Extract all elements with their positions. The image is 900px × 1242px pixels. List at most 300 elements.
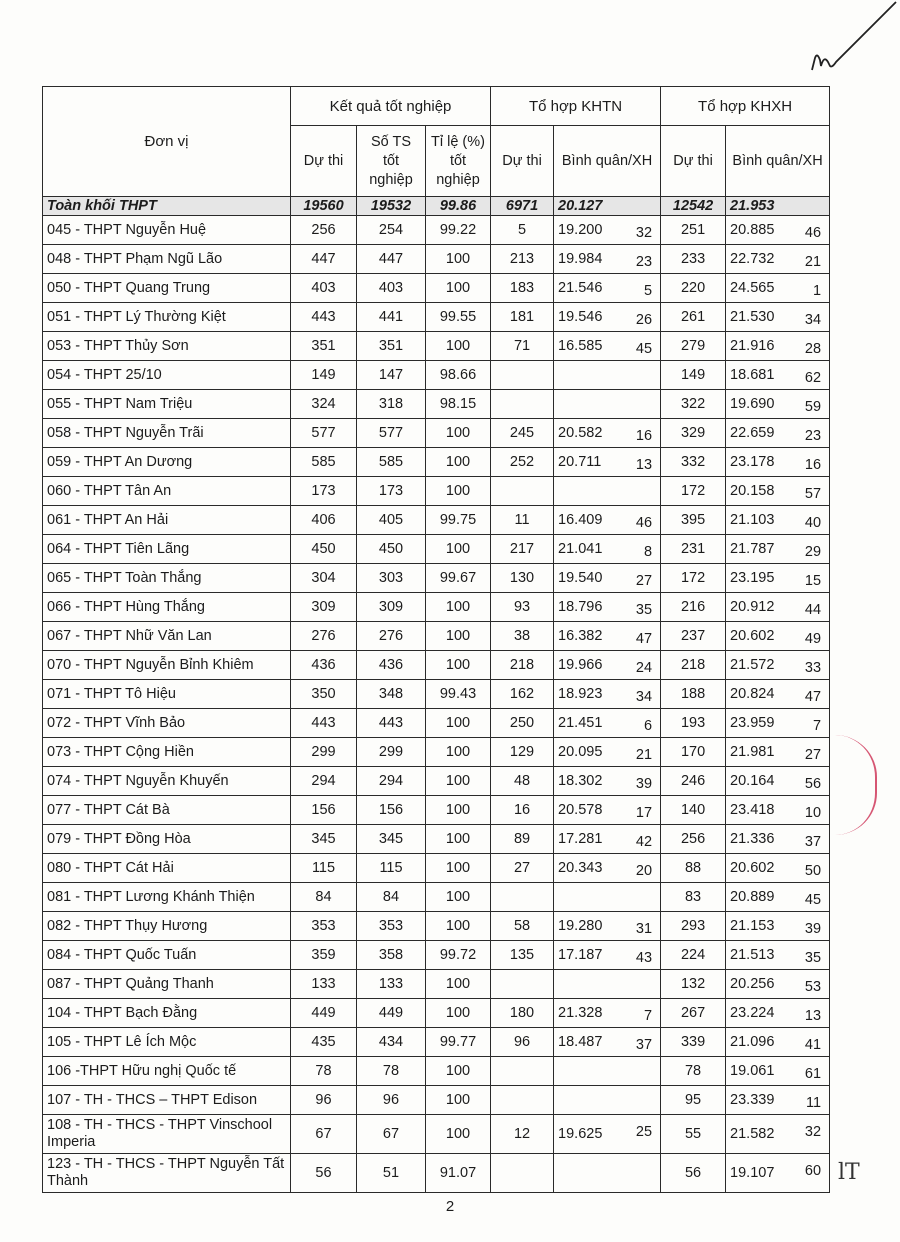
- ti-le: 100: [426, 883, 491, 912]
- total-khxh-du-thi: 12542: [661, 197, 726, 216]
- khtn-avg: 20.578: [558, 802, 603, 818]
- khtn-score: [554, 999, 661, 1028]
- khtn-avg: 18.796: [558, 599, 603, 615]
- table-row: [43, 535, 830, 564]
- khxh-avg: 19.690: [730, 396, 775, 412]
- khtn-rank: 43: [635, 950, 653, 966]
- khtn-avg: 20.711: [558, 454, 602, 470]
- khtn-avg: 16.409: [558, 512, 603, 528]
- school-name: 073 - THPT Cộng Hiền: [43, 738, 291, 767]
- khxh-score: [726, 448, 830, 477]
- khxh-du-thi: 246: [661, 767, 726, 796]
- khxh-du-thi: 256: [661, 825, 726, 854]
- school-name: 123 - TH - THCS - THPT Nguyễn Tất Thành: [43, 1154, 291, 1193]
- du-thi: 435: [291, 1028, 357, 1057]
- khxh-avg: 20.889: [730, 889, 775, 905]
- khtn-du-thi: 250: [491, 709, 554, 738]
- so-ts: 276: [357, 622, 426, 651]
- khtn-rank: 47: [635, 631, 653, 647]
- khtn-du-thi: 217: [491, 535, 554, 564]
- khxh-rank: 1: [812, 283, 822, 299]
- khxh-du-thi: 231: [661, 535, 726, 564]
- khxh-avg: 20.164: [730, 773, 775, 789]
- total-so-ts: 19532: [357, 197, 426, 216]
- khxh-du-thi: 55: [661, 1115, 726, 1154]
- header-khtn-du-thi: Dự thi: [491, 126, 554, 197]
- khtn-avg: 16.585: [558, 338, 603, 354]
- ti-le: 100: [426, 1115, 491, 1154]
- khtn-rank: 6: [643, 718, 653, 734]
- ti-le: 100: [426, 1086, 491, 1115]
- khxh-score: [726, 390, 830, 419]
- ti-le: 100: [426, 622, 491, 651]
- ti-le: 99.77: [426, 1028, 491, 1057]
- du-thi: 406: [291, 506, 357, 535]
- khxh-rank: 23: [804, 428, 822, 444]
- khtn-avg: 20.095: [558, 744, 603, 760]
- table-row: [43, 941, 830, 970]
- khxh-avg: 21.530: [730, 309, 775, 325]
- table-row: [43, 622, 830, 651]
- khtn-avg: 20.582: [558, 425, 603, 441]
- khxh-du-thi: 218: [661, 651, 726, 680]
- du-thi: 350: [291, 680, 357, 709]
- khtn-du-thi: [491, 390, 554, 419]
- du-thi: 96: [291, 1086, 357, 1115]
- khxh-avg: 23.339: [730, 1092, 775, 1108]
- khtn-score: [554, 854, 661, 883]
- so-ts: 403: [357, 274, 426, 303]
- so-ts: 358: [357, 941, 426, 970]
- khtn-score: [554, 941, 661, 970]
- page-number: 2: [445, 1198, 455, 1215]
- khtn-avg: 19.200: [558, 222, 603, 238]
- khxh-rank: 40: [804, 515, 822, 531]
- ti-le: 99.43: [426, 680, 491, 709]
- total-row: [43, 197, 830, 216]
- total-du-thi: 19560: [291, 197, 357, 216]
- table-row: [43, 245, 830, 274]
- khxh-score: [726, 274, 830, 303]
- so-ts: 173: [357, 477, 426, 506]
- khtn-du-thi: 38: [491, 622, 554, 651]
- school-name: 059 - THPT An Dương: [43, 448, 291, 477]
- khxh-rank: 60: [804, 1163, 822, 1179]
- school-name: 080 - THPT Cát Hải: [43, 854, 291, 883]
- school-name: 058 - THPT Nguyễn Trãi: [43, 419, 291, 448]
- table-row: [43, 564, 830, 593]
- school-name: 077 - THPT Cát Bà: [43, 796, 291, 825]
- du-thi: 78: [291, 1057, 357, 1086]
- khxh-du-thi: 88: [661, 854, 726, 883]
- school-name: 066 - THPT Hùng Thắng: [43, 593, 291, 622]
- so-ts: 449: [357, 999, 426, 1028]
- table-row: [43, 1115, 830, 1154]
- khtn-score: [554, 970, 661, 999]
- so-ts: 254: [357, 216, 426, 245]
- khxh-avg: 23.195: [730, 570, 775, 586]
- khtn-du-thi: 162: [491, 680, 554, 709]
- khxh-rank: 56: [804, 776, 822, 792]
- total-khxh-bq: 21.953: [726, 197, 830, 216]
- red-stamp-edge: [835, 735, 877, 835]
- table-row: [43, 361, 830, 390]
- khtn-du-thi: 89: [491, 825, 554, 854]
- ti-le: 100: [426, 332, 491, 361]
- khxh-avg: 21.153: [730, 918, 775, 934]
- ti-le: 99.67: [426, 564, 491, 593]
- khxh-du-thi: 237: [661, 622, 726, 651]
- khxh-avg: 23.418: [730, 802, 775, 818]
- du-thi: 403: [291, 274, 357, 303]
- khtn-du-thi: 48: [491, 767, 554, 796]
- total-khtn-du-thi: 6971: [491, 197, 554, 216]
- du-thi: 443: [291, 303, 357, 332]
- khtn-rank: 20: [635, 863, 653, 879]
- khxh-score: [726, 912, 830, 941]
- khtn-du-thi: [491, 361, 554, 390]
- khxh-du-thi: 149: [661, 361, 726, 390]
- table-row: [43, 1028, 830, 1057]
- khtn-rank: 26: [635, 312, 653, 328]
- khxh-score: [726, 680, 830, 709]
- khtn-du-thi: 11: [491, 506, 554, 535]
- khtn-score: [554, 680, 661, 709]
- so-ts: 84: [357, 883, 426, 912]
- school-name: 054 - THPT 25/10: [43, 361, 291, 390]
- khxh-du-thi: 78: [661, 1057, 726, 1086]
- khxh-score: [726, 651, 830, 680]
- khxh-avg: 21.336: [730, 831, 775, 847]
- so-ts: 441: [357, 303, 426, 332]
- khxh-rank: 28: [804, 341, 822, 357]
- khtn-avg: 19.966: [558, 657, 603, 673]
- khxh-score: [726, 796, 830, 825]
- khxh-du-thi: 251: [661, 216, 726, 245]
- du-thi: 577: [291, 419, 357, 448]
- ti-le: 100: [426, 448, 491, 477]
- khxh-avg: 23.224: [730, 1005, 775, 1021]
- khxh-avg: 21.103: [730, 512, 775, 528]
- school-name: 104 - THPT Bạch Đằng: [43, 999, 291, 1028]
- khtn-score: [554, 709, 661, 738]
- header-graduation-results: Kết quả tốt nghiệp: [291, 87, 491, 126]
- khxh-rank: 21: [804, 254, 822, 270]
- header-khxh-du-thi: Dự thi: [661, 126, 726, 197]
- table-row: [43, 1057, 830, 1086]
- khxh-rank: 15: [804, 573, 822, 589]
- table-row: [43, 680, 830, 709]
- school-name: 072 - THPT Vĩnh Bảo: [43, 709, 291, 738]
- so-ts: 351: [357, 332, 426, 361]
- du-thi: 299: [291, 738, 357, 767]
- du-thi: 324: [291, 390, 357, 419]
- school-name: 087 - THPT Quảng Thanh: [43, 970, 291, 999]
- so-ts: 585: [357, 448, 426, 477]
- du-thi: 115: [291, 854, 357, 883]
- khtn-rank: 34: [635, 689, 653, 705]
- khxh-avg: 21.572: [730, 657, 775, 673]
- khtn-score: [554, 912, 661, 941]
- khtn-avg: 20.343: [558, 860, 603, 876]
- khxh-avg: 20.824: [730, 686, 775, 702]
- ti-le: 99.72: [426, 941, 491, 970]
- so-ts: 115: [357, 854, 426, 883]
- khtn-du-thi: 71: [491, 332, 554, 361]
- khtn-score: [554, 883, 661, 912]
- khxh-score: [726, 216, 830, 245]
- khtn-rank: 16: [635, 428, 653, 444]
- so-ts: 309: [357, 593, 426, 622]
- ti-le: 100: [426, 854, 491, 883]
- khxh-avg: 22.732: [730, 251, 775, 267]
- khxh-du-thi: 332: [661, 448, 726, 477]
- du-thi: 449: [291, 999, 357, 1028]
- khxh-du-thi: 339: [661, 1028, 726, 1057]
- khxh-score: [726, 564, 830, 593]
- so-ts: 436: [357, 651, 426, 680]
- school-name: 053 - THPT Thủy Sơn: [43, 332, 291, 361]
- khtn-score: [554, 593, 661, 622]
- khxh-rank: 32: [804, 1124, 822, 1140]
- so-ts: 345: [357, 825, 426, 854]
- khtn-avg: 21.328: [558, 1005, 603, 1021]
- khxh-avg: 19.107: [730, 1164, 775, 1181]
- khxh-avg: 23.959: [730, 715, 775, 731]
- results-table: [42, 86, 830, 1193]
- khtn-du-thi: 58: [491, 912, 554, 941]
- table-row: [43, 1086, 830, 1115]
- table-row: [43, 651, 830, 680]
- khxh-avg: 21.582: [730, 1125, 775, 1142]
- du-thi: 359: [291, 941, 357, 970]
- ti-le: 100: [426, 970, 491, 999]
- khtn-du-thi: 5: [491, 216, 554, 245]
- khtn-avg: 19.984: [558, 251, 603, 267]
- khxh-rank: 49: [804, 631, 822, 647]
- khtn-score: [554, 216, 661, 245]
- table-row: [43, 506, 830, 535]
- du-thi: 133: [291, 970, 357, 999]
- khtn-rank: 23: [635, 254, 653, 270]
- khxh-score: [726, 593, 830, 622]
- khxh-score: [726, 332, 830, 361]
- khtn-du-thi: 12: [491, 1115, 554, 1154]
- khtn-score: [554, 448, 661, 477]
- khtn-score: [554, 535, 661, 564]
- school-name: 108 - TH - THCS - THPT Vinschool Imperia: [43, 1115, 291, 1154]
- khtn-score: [554, 767, 661, 796]
- school-name: 067 - THPT Nhữ Văn Lan: [43, 622, 291, 651]
- khtn-score: [554, 303, 661, 332]
- khtn-du-thi: 252: [491, 448, 554, 477]
- table-row: [43, 767, 830, 796]
- khtn-avg: 17.281: [558, 831, 603, 847]
- khtn-score: [554, 1086, 661, 1115]
- khxh-score: [726, 361, 830, 390]
- school-name: 071 - THPT Tô Hiệu: [43, 680, 291, 709]
- so-ts: 67: [357, 1115, 426, 1154]
- ti-le: 98.66: [426, 361, 491, 390]
- khtn-rank: 5: [643, 283, 653, 299]
- khtn-du-thi: 129: [491, 738, 554, 767]
- khxh-rank: 29: [804, 544, 822, 560]
- school-name: 079 - THPT Đồng Hòa: [43, 825, 291, 854]
- so-ts: 299: [357, 738, 426, 767]
- khtn-rank: 25: [635, 1124, 653, 1140]
- khxh-avg: 21.916: [730, 338, 775, 354]
- ti-le: 99.22: [426, 216, 491, 245]
- khtn-rank: 42: [635, 834, 653, 850]
- so-ts: 318: [357, 390, 426, 419]
- khtn-avg: 18.923: [558, 686, 603, 702]
- ti-le: 100: [426, 912, 491, 941]
- so-ts: 147: [357, 361, 426, 390]
- table-row: [43, 332, 830, 361]
- khxh-du-thi: 329: [661, 419, 726, 448]
- school-name: 070 - THPT Nguyễn Bỉnh Khiêm: [43, 651, 291, 680]
- du-thi: 173: [291, 477, 357, 506]
- khxh-score: [726, 767, 830, 796]
- header-khxh-bq: Bình quân/XH: [726, 126, 830, 197]
- khtn-rank: 17: [635, 805, 653, 821]
- table-row: [43, 999, 830, 1028]
- khxh-du-thi: 267: [661, 999, 726, 1028]
- school-name: 055 - THPT Nam Triệu: [43, 390, 291, 419]
- khtn-score: [554, 1028, 661, 1057]
- khxh-du-thi: 170: [661, 738, 726, 767]
- table-row: [43, 912, 830, 941]
- du-thi: 345: [291, 825, 357, 854]
- ti-le: 100: [426, 274, 491, 303]
- khxh-rank: 33: [804, 660, 822, 676]
- table-row: [43, 274, 830, 303]
- header-ti-le: Tỉ lệ (%) tốt nghiệp: [426, 126, 491, 197]
- school-name: 084 - THPT Quốc Tuấn: [43, 941, 291, 970]
- ti-le: 100: [426, 477, 491, 506]
- khxh-score: [726, 303, 830, 332]
- khtn-du-thi: 213: [491, 245, 554, 274]
- du-thi: 450: [291, 535, 357, 564]
- table-row: [43, 738, 830, 767]
- table-row: [43, 825, 830, 854]
- khtn-du-thi: 181: [491, 303, 554, 332]
- du-thi: 447: [291, 245, 357, 274]
- khxh-rank: 39: [804, 921, 822, 937]
- khxh-score: [726, 477, 830, 506]
- khxh-rank: 46: [804, 225, 822, 241]
- table-row: [43, 970, 830, 999]
- ti-le: 100: [426, 767, 491, 796]
- so-ts: 447: [357, 245, 426, 274]
- ti-le: 100: [426, 1057, 491, 1086]
- du-thi: 353: [291, 912, 357, 941]
- khxh-avg: 18.681: [730, 367, 775, 383]
- khxh-score: [726, 709, 830, 738]
- school-name: 061 - THPT An Hải: [43, 506, 291, 535]
- khxh-rank: 7: [812, 718, 822, 734]
- du-thi: 443: [291, 709, 357, 738]
- khtn-avg: 21.041: [558, 541, 603, 557]
- so-ts: 450: [357, 535, 426, 564]
- school-name: 050 - THPT Quang Trung: [43, 274, 291, 303]
- table-row: [43, 477, 830, 506]
- khxh-du-thi: 395: [661, 506, 726, 535]
- khxh-rank: 27: [804, 747, 822, 763]
- khtn-score: [554, 825, 661, 854]
- school-name: 048 - THPT Phạm Ngũ Lão: [43, 245, 291, 274]
- khxh-score: [726, 970, 830, 999]
- school-name: 081 - THPT Lương Khánh Thiện: [43, 883, 291, 912]
- khtn-avg: 19.546: [558, 309, 603, 325]
- khtn-du-thi: 93: [491, 593, 554, 622]
- khtn-avg: 21.546: [558, 280, 603, 296]
- khxh-score: [726, 1154, 830, 1193]
- khxh-du-thi: 322: [661, 390, 726, 419]
- khxh-du-thi: 172: [661, 564, 726, 593]
- so-ts: 353: [357, 912, 426, 941]
- header-so-ts: Số TS tốt nghiệp: [357, 126, 426, 197]
- khxh-du-thi: 216: [661, 593, 726, 622]
- header-khtn-bq: Bình quân/XH: [554, 126, 661, 197]
- khxh-rank: 61: [804, 1066, 822, 1082]
- school-name: 106 -THPT Hữu nghị Quốc tế: [43, 1057, 291, 1086]
- total-name: Toàn khối THPT: [43, 197, 291, 216]
- du-thi: 585: [291, 448, 357, 477]
- khxh-score: [726, 419, 830, 448]
- ti-le: 100: [426, 825, 491, 854]
- ti-le: 100: [426, 651, 491, 680]
- khxh-score: [726, 506, 830, 535]
- khtn-rank: 31: [635, 921, 653, 937]
- khtn-score: [554, 564, 661, 593]
- header-unit: Đơn vị: [43, 87, 291, 197]
- handwritten-initials: lT: [838, 1160, 860, 1185]
- ti-le: 100: [426, 245, 491, 274]
- khtn-du-thi: [491, 1057, 554, 1086]
- ti-le: 100: [426, 709, 491, 738]
- table-row: [43, 419, 830, 448]
- school-name: 045 - THPT Nguyễn Huệ: [43, 216, 291, 245]
- so-ts: 156: [357, 796, 426, 825]
- ti-le: 99.75: [426, 506, 491, 535]
- khxh-du-thi: 279: [661, 332, 726, 361]
- khtn-score: [554, 390, 661, 419]
- khxh-rank: 57: [804, 486, 822, 502]
- so-ts: 443: [357, 709, 426, 738]
- khtn-rank: 45: [635, 341, 653, 357]
- header-du-thi: Dự thi: [291, 126, 357, 197]
- school-name: 060 - THPT Tân An: [43, 477, 291, 506]
- table-row: [43, 883, 830, 912]
- khxh-du-thi: 188: [661, 680, 726, 709]
- khxh-score: [726, 825, 830, 854]
- khxh-rank: 44: [804, 602, 822, 618]
- du-thi: 84: [291, 883, 357, 912]
- so-ts: 294: [357, 767, 426, 796]
- khtn-score: [554, 274, 661, 303]
- header-khtn: Tổ hợp KHTN: [491, 87, 661, 126]
- khtn-score: [554, 622, 661, 651]
- khxh-rank: 50: [804, 863, 822, 879]
- du-thi: 304: [291, 564, 357, 593]
- so-ts: 434: [357, 1028, 426, 1057]
- school-name: 051 - THPT Lý Thường Kiệt: [43, 303, 291, 332]
- khtn-du-thi: [491, 1086, 554, 1115]
- khxh-score: [726, 622, 830, 651]
- khtn-avg: 18.487: [558, 1034, 603, 1050]
- khxh-avg: 20.158: [730, 483, 775, 499]
